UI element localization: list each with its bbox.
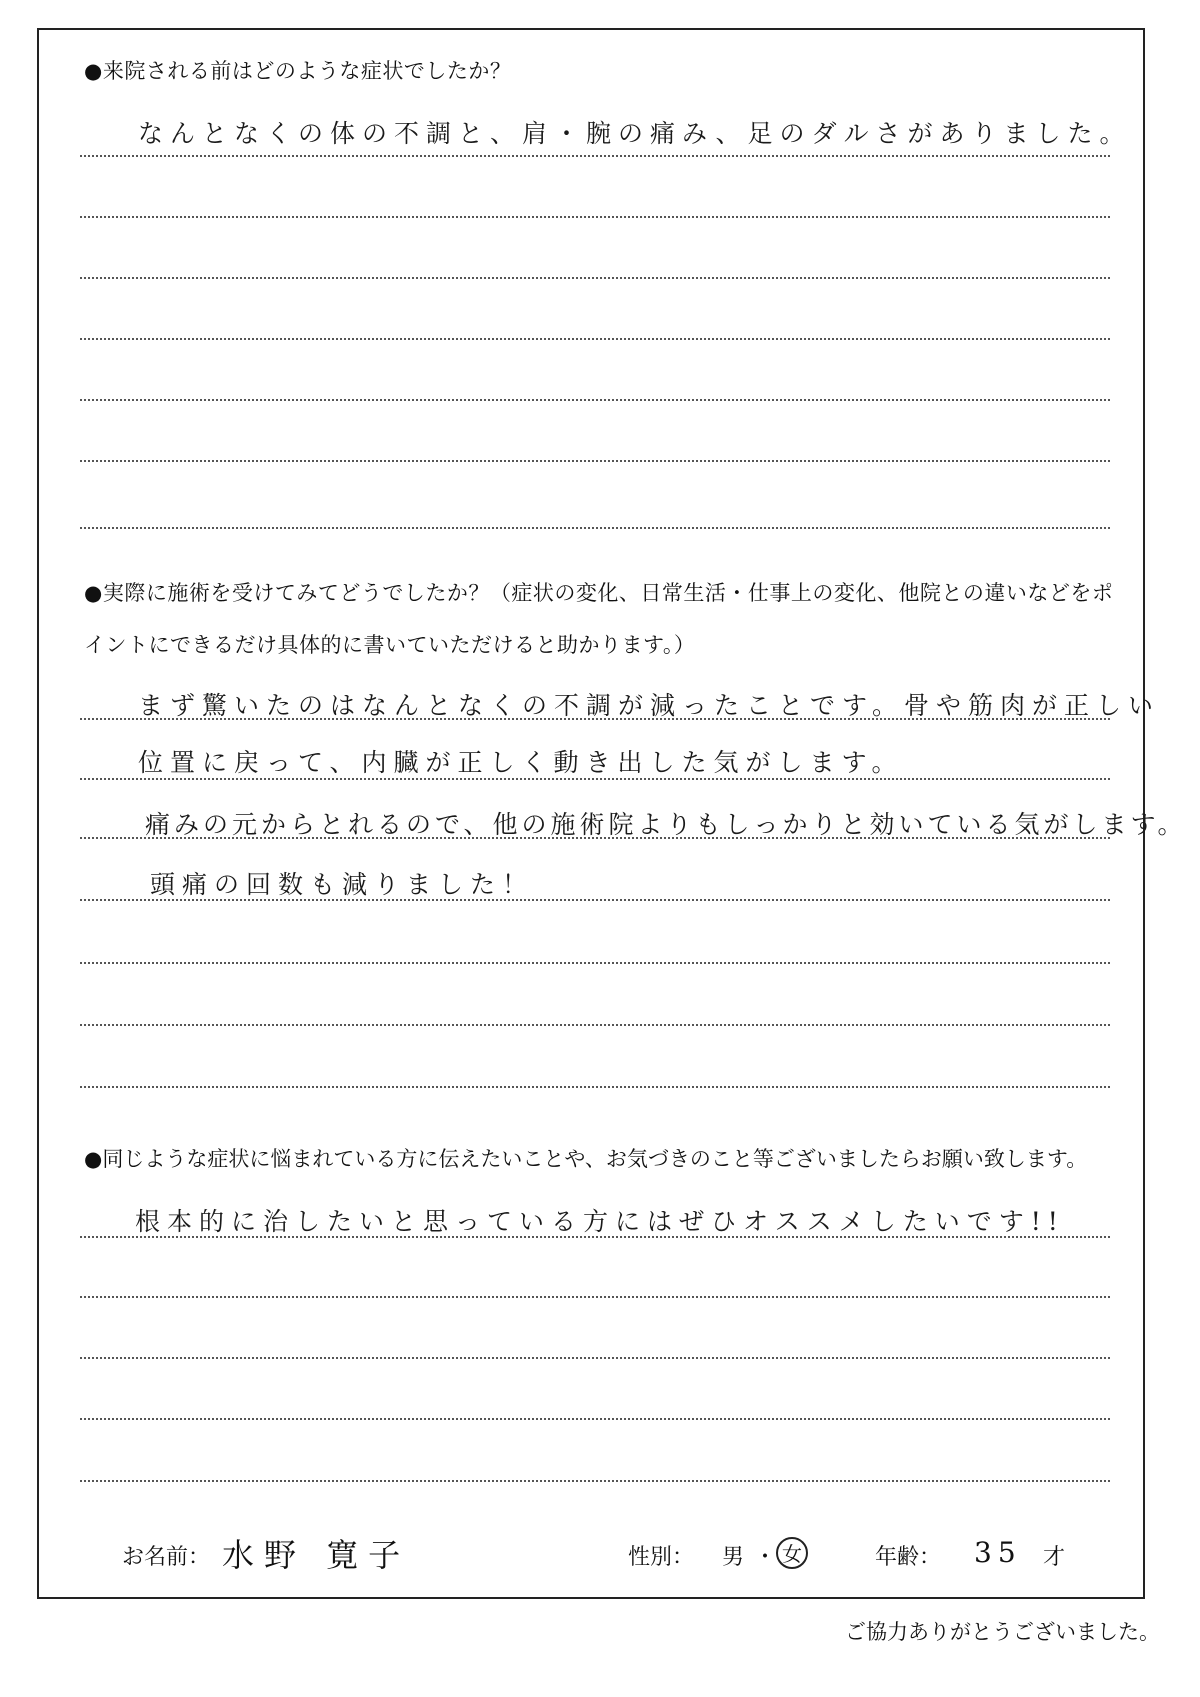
answer-2-line-1: まず驚いたのはなんとなくの不調が減ったことです。骨や筋肉が正しい (138, 691, 1161, 720)
rule-line (80, 778, 1110, 780)
rule-line (80, 1086, 1110, 1088)
gender-separator: ・ (754, 1545, 777, 1570)
gender-label: 性別： (628, 1545, 695, 1570)
rule-line (80, 718, 1110, 720)
answer-2-line-4: 頭痛の回数も減りました！ (150, 870, 535, 899)
question-1: ●来院される前はどのような症状でしたか？ (84, 59, 512, 83)
rule-line (80, 1418, 1110, 1420)
answer-3-line-1: 根本的に治したいと思っている方にはぜひオススメしたいです!! (135, 1207, 1065, 1236)
rule-line (80, 962, 1110, 964)
age-value: 35 (974, 1536, 1022, 1569)
rule-line (80, 216, 1110, 218)
age-unit: 才 (1043, 1545, 1066, 1570)
thanks-message: ご協力ありがとうございました。 (845, 1620, 1160, 1644)
rule-line (80, 899, 1110, 901)
gender-female-circle: 女 (776, 1537, 808, 1569)
rule-line (80, 1236, 1110, 1238)
rule-line (80, 399, 1110, 401)
rule-line (80, 460, 1110, 462)
answer-1-line-1: なんとなくの体の不調と、肩・腕の痛み、足のダルさがありました。 (138, 119, 1132, 148)
rule-line (80, 527, 1110, 529)
answer-2-line-2: 位置に戻って、内臓が正しく動き出した気がします。 (138, 748, 904, 777)
question-3: ●同じような症状に悩まれている方に伝えたいことや、お気づきのこと等ございましたらお願い致します。 (84, 1147, 1088, 1171)
question-2: ●実際に施術を受けてみてどうでしたか？（症状の変化、日常生活・仕事上の変化、他院との違いなどをポイントにできるだけ具体的に書いていただけると助かります。） (84, 581, 1114, 657)
gender-option-female-selected (776, 1537, 808, 1569)
rule-line (80, 338, 1110, 340)
rule-line (80, 1024, 1110, 1026)
age-label: 年齢： (875, 1545, 942, 1570)
rule-line (80, 277, 1110, 279)
rule-line (80, 1480, 1110, 1482)
name-label: お名前： (122, 1545, 211, 1570)
answer-2-line-3: 痛みの元からとれるので、他の施術院よりもしっかりと効いている気がします。 (145, 810, 1187, 839)
rule-line (80, 1357, 1110, 1359)
rule-line (80, 1296, 1110, 1298)
gender-option-male: 男 (722, 1545, 745, 1570)
rule-line (80, 155, 1110, 157)
rule-line (80, 837, 1110, 839)
name-value: 水野 寛子 (222, 1536, 411, 1574)
